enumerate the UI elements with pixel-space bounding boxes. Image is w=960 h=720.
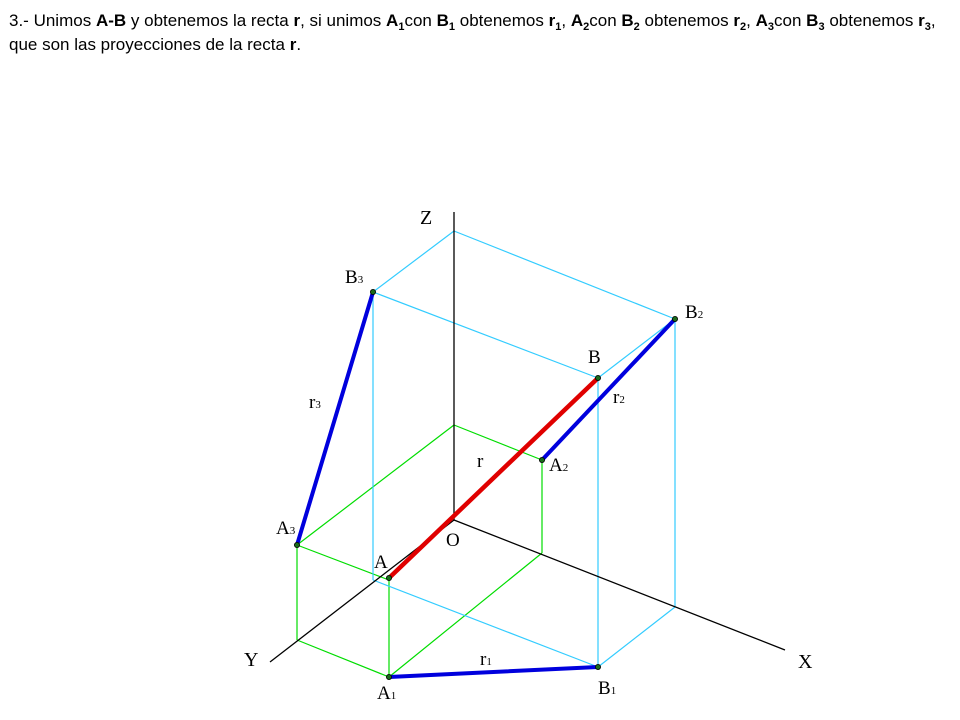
cyan-line: [373, 231, 454, 292]
point-b2-marker: [672, 316, 677, 321]
axis-y-label: Y: [244, 649, 259, 671]
point-a-label: A: [374, 552, 388, 573]
line-r2-label: r2: [613, 387, 625, 408]
green-line: [297, 425, 454, 545]
point-a3-label: A3: [276, 518, 296, 539]
cyan-line: [373, 292, 598, 378]
point-b-marker: [595, 375, 600, 380]
line-r-label: r: [477, 451, 484, 472]
point-a1-marker: [386, 674, 391, 679]
green-line: [297, 640, 389, 677]
line-r3-label: r3: [309, 392, 321, 413]
caption-number: 3.-: [9, 11, 29, 30]
point-a2-marker: [539, 457, 544, 462]
line-r2: [542, 319, 675, 460]
line-r1-label: r1: [480, 649, 492, 670]
point-b3-marker: [370, 289, 375, 294]
cyan-line: [598, 607, 675, 667]
cyan-line: [454, 231, 675, 319]
point-a-marker: [386, 575, 391, 580]
axis-z-label: Z: [420, 207, 433, 229]
point-b1-marker: [595, 664, 600, 669]
origin-label: O: [446, 530, 460, 551]
point-a1-label: A1: [377, 683, 397, 704]
line-r1: [389, 667, 598, 677]
line-r: [389, 378, 598, 578]
caption-segment-ab: A-B: [95, 11, 127, 30]
point-a3-marker: [294, 542, 299, 547]
exercise-caption: 3.- Unimos A-B y obtenemos la recta r, si unimos $A_1con$ $B_1$ obtenemos $r_1$, $A_2con$ $B_2$ obtenemos $r_2$, $A_3con$ $B_3$ obtenemos $r_3$, que son las proyecciones de la recta r.: [9, 11, 936, 54]
line-r3: [297, 292, 373, 545]
point-a2-label: A2: [549, 455, 569, 476]
point-b1-label: B1: [598, 678, 617, 699]
point-b2-label: B2: [685, 302, 704, 323]
point-b-label: B: [588, 347, 601, 368]
cyan-line: [598, 319, 675, 378]
axis-x-label: X: [798, 651, 813, 673]
green-line: [389, 553, 542, 677]
point-b3-label: B3: [345, 267, 364, 288]
